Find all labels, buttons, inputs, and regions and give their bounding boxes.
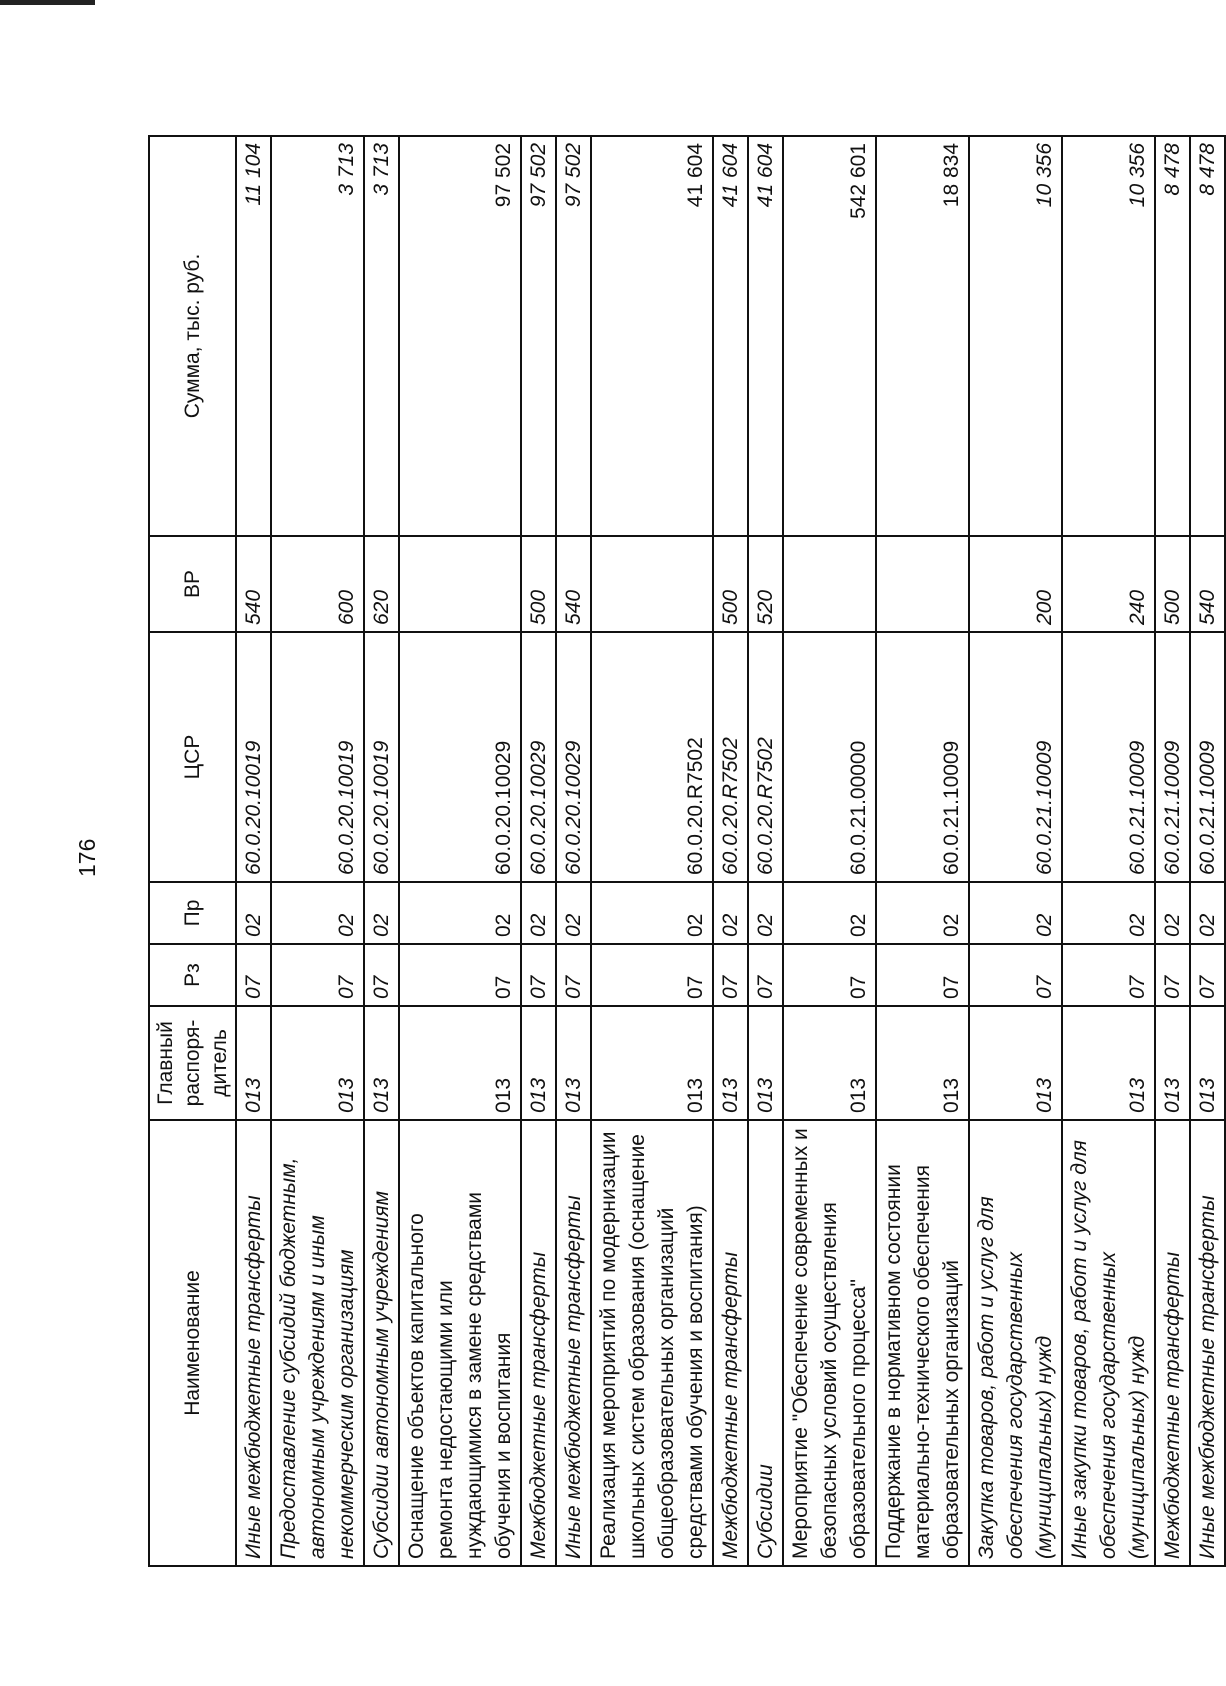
row-name: Иные межбюджетные трансферты <box>236 1120 271 1566</box>
row-rz: 07 <box>748 944 783 1006</box>
row-csr: 60.0.21.10009 <box>876 632 969 882</box>
row-rz: 07 <box>591 944 713 1006</box>
table-row <box>556 136 591 1566</box>
row-main-manager: 013 <box>364 1006 399 1120</box>
row-csr: 60.0.20.10019 <box>364 632 399 882</box>
row-main-manager: 013 <box>271 1006 364 1120</box>
row-pr: 02 <box>783 882 876 944</box>
table-row <box>236 136 271 1566</box>
page-number: 176 <box>74 838 100 877</box>
col-header-pr: Пр <box>149 882 236 944</box>
row-csr: 60.0.21.10009 <box>1155 632 1190 882</box>
row-vr <box>399 536 521 632</box>
row-main-manager: 013 <box>591 1006 713 1120</box>
row-sum: 18 834 <box>876 136 969 536</box>
row-sum: 97 502 <box>399 136 521 536</box>
row-csr: 60.0.21.10009 <box>1062 632 1155 882</box>
row-csr: 60.0.20.10029 <box>521 632 556 882</box>
row-rz: 07 <box>521 944 556 1006</box>
row-main-manager: 013 <box>1062 1006 1155 1120</box>
table-header-row <box>149 136 236 1566</box>
table-row <box>271 136 364 1566</box>
row-csr: 60.0.20.R7502 <box>713 632 748 882</box>
row-main-manager: 013 <box>399 1006 521 1120</box>
row-csr: 60.0.20.10019 <box>236 632 271 882</box>
table-row <box>748 136 783 1566</box>
row-vr: 240 <box>1062 536 1155 632</box>
row-main-manager: 013 <box>748 1006 783 1120</box>
table-row <box>713 136 748 1566</box>
row-main-manager: 013 <box>556 1006 591 1120</box>
row-vr: 620 <box>364 536 399 632</box>
row-vr <box>783 536 876 632</box>
row-pr: 02 <box>556 882 591 944</box>
table-row <box>1190 136 1225 1566</box>
table-row <box>1155 136 1190 1566</box>
row-main-manager: 013 <box>876 1006 969 1120</box>
budget-table <box>148 135 1226 1567</box>
row-sum: 10 356 <box>1062 136 1155 536</box>
row-name: Иные межбюджетные трансферты <box>1190 1120 1225 1566</box>
row-pr: 02 <box>1062 882 1155 944</box>
col-header-main-manager: Главный распоря-дитель <box>149 1006 236 1120</box>
row-sum: 41 604 <box>748 136 783 536</box>
table-row <box>783 136 876 1566</box>
row-rz: 07 <box>1155 944 1190 1006</box>
col-header-name: Наименование <box>149 1120 236 1566</box>
row-pr: 02 <box>713 882 748 944</box>
col-header-sum: Сумма, тыс. руб. <box>149 136 236 536</box>
row-vr: 540 <box>1190 536 1225 632</box>
row-vr: 540 <box>556 536 591 632</box>
table-row <box>591 136 713 1566</box>
table-row <box>399 136 521 1566</box>
row-rz: 07 <box>713 944 748 1006</box>
row-main-manager: 013 <box>783 1006 876 1120</box>
row-name: Иные межбюджетные трансферты <box>556 1120 591 1566</box>
row-csr: 60.0.20.10029 <box>556 632 591 882</box>
row-main-manager: 013 <box>521 1006 556 1120</box>
row-pr: 02 <box>236 882 271 944</box>
row-name: Межбюджетные трансферты <box>521 1120 556 1566</box>
row-name: Межбюджетные трансферты <box>1155 1120 1190 1566</box>
row-csr: 60.0.21.10009 <box>969 632 1062 882</box>
row-csr: 60.0.20.R7502 <box>748 632 783 882</box>
row-rz: 07 <box>364 944 399 1006</box>
row-rz: 07 <box>1190 944 1225 1006</box>
row-pr: 02 <box>521 882 556 944</box>
row-rz: 07 <box>783 944 876 1006</box>
row-sum: 11 104 <box>236 136 271 536</box>
row-main-manager: 013 <box>236 1006 271 1120</box>
row-name: Мероприятие "Обеспечение современных и безопасных условий осуществления образовательного процесса" <box>783 1120 876 1566</box>
row-main-manager: 013 <box>713 1006 748 1120</box>
row-main-manager: 013 <box>1155 1006 1190 1120</box>
row-pr: 02 <box>1190 882 1225 944</box>
row-sum: 8 478 <box>1190 136 1225 536</box>
budget-table-wrapper <box>148 137 1219 1567</box>
row-pr: 02 <box>364 882 399 944</box>
col-header-vr: ВР <box>149 536 236 632</box>
scan-edge-mark <box>0 0 95 5</box>
row-name: Оснащение объектов капитального ремонта недостающими или нуждающимися в замене средствами обучения и воспитания <box>399 1120 521 1566</box>
row-main-manager: 013 <box>969 1006 1062 1120</box>
row-pr: 02 <box>748 882 783 944</box>
table-row <box>364 136 399 1566</box>
row-sum: 542 601 <box>783 136 876 536</box>
row-sum: 10 356 <box>969 136 1062 536</box>
row-rz: 07 <box>556 944 591 1006</box>
row-sum: 97 502 <box>521 136 556 536</box>
row-csr: 60.0.20.10029 <box>399 632 521 882</box>
row-vr: 520 <box>748 536 783 632</box>
row-name: Закупка товаров, работ и услуг для обеспечения государственных (муниципальных) нужд <box>969 1120 1062 1566</box>
row-csr: 60.0.21.10009 <box>1190 632 1225 882</box>
row-vr: 600 <box>271 536 364 632</box>
row-rz: 07 <box>969 944 1062 1006</box>
row-sum: 41 604 <box>713 136 748 536</box>
table-row <box>876 136 969 1566</box>
table-row <box>969 136 1062 1566</box>
row-rz: 07 <box>876 944 969 1006</box>
row-name: Поддержание в нормативном состоянии материально-технического обеспечения образовательных организаций <box>876 1120 969 1566</box>
row-name: Субсидии <box>748 1120 783 1566</box>
row-pr: 02 <box>1155 882 1190 944</box>
row-rz: 07 <box>236 944 271 1006</box>
row-name: Предоставление субсидий бюджетным, автономным учреждениям и иным некоммерческим организациям <box>271 1120 364 1566</box>
col-header-csr: ЦСР <box>149 632 236 882</box>
row-sum: 97 502 <box>556 136 591 536</box>
row-csr: 60.0.21.00000 <box>783 632 876 882</box>
row-csr: 60.0.20.R7502 <box>591 632 713 882</box>
row-pr: 02 <box>969 882 1062 944</box>
table-row <box>521 136 556 1566</box>
row-vr: 540 <box>236 536 271 632</box>
row-vr: 500 <box>713 536 748 632</box>
row-name: Межбюджетные трансферты <box>713 1120 748 1566</box>
row-vr: 500 <box>521 536 556 632</box>
row-name: Реализация мероприятий по модернизации школьных систем образования (оснащение общеобразовательных организаций средствами обучения и воспитания) <box>591 1120 713 1566</box>
row-name: Субсидии автономным учреждениям <box>364 1120 399 1566</box>
table-body <box>236 136 1225 1566</box>
row-rz: 07 <box>399 944 521 1006</box>
table-row <box>1062 136 1155 1566</box>
row-main-manager: 013 <box>1190 1006 1225 1120</box>
row-pr: 02 <box>399 882 521 944</box>
row-sum: 3 713 <box>271 136 364 536</box>
row-pr: 02 <box>591 882 713 944</box>
row-csr: 60.0.20.10019 <box>271 632 364 882</box>
row-sum: 8 478 <box>1155 136 1190 536</box>
row-pr: 02 <box>271 882 364 944</box>
row-vr <box>876 536 969 632</box>
row-rz: 07 <box>1062 944 1155 1006</box>
row-pr: 02 <box>876 882 969 944</box>
row-sum: 3 713 <box>364 136 399 536</box>
row-rz: 07 <box>271 944 364 1006</box>
row-name: Иные закупки товаров, работ и услуг для обеспечения государственных (муниципальных) нужд <box>1062 1120 1155 1566</box>
row-vr: 200 <box>969 536 1062 632</box>
row-vr: 500 <box>1155 536 1190 632</box>
row-vr <box>591 536 713 632</box>
row-sum: 41 604 <box>591 136 713 536</box>
col-header-rz: Рз <box>149 944 236 1006</box>
